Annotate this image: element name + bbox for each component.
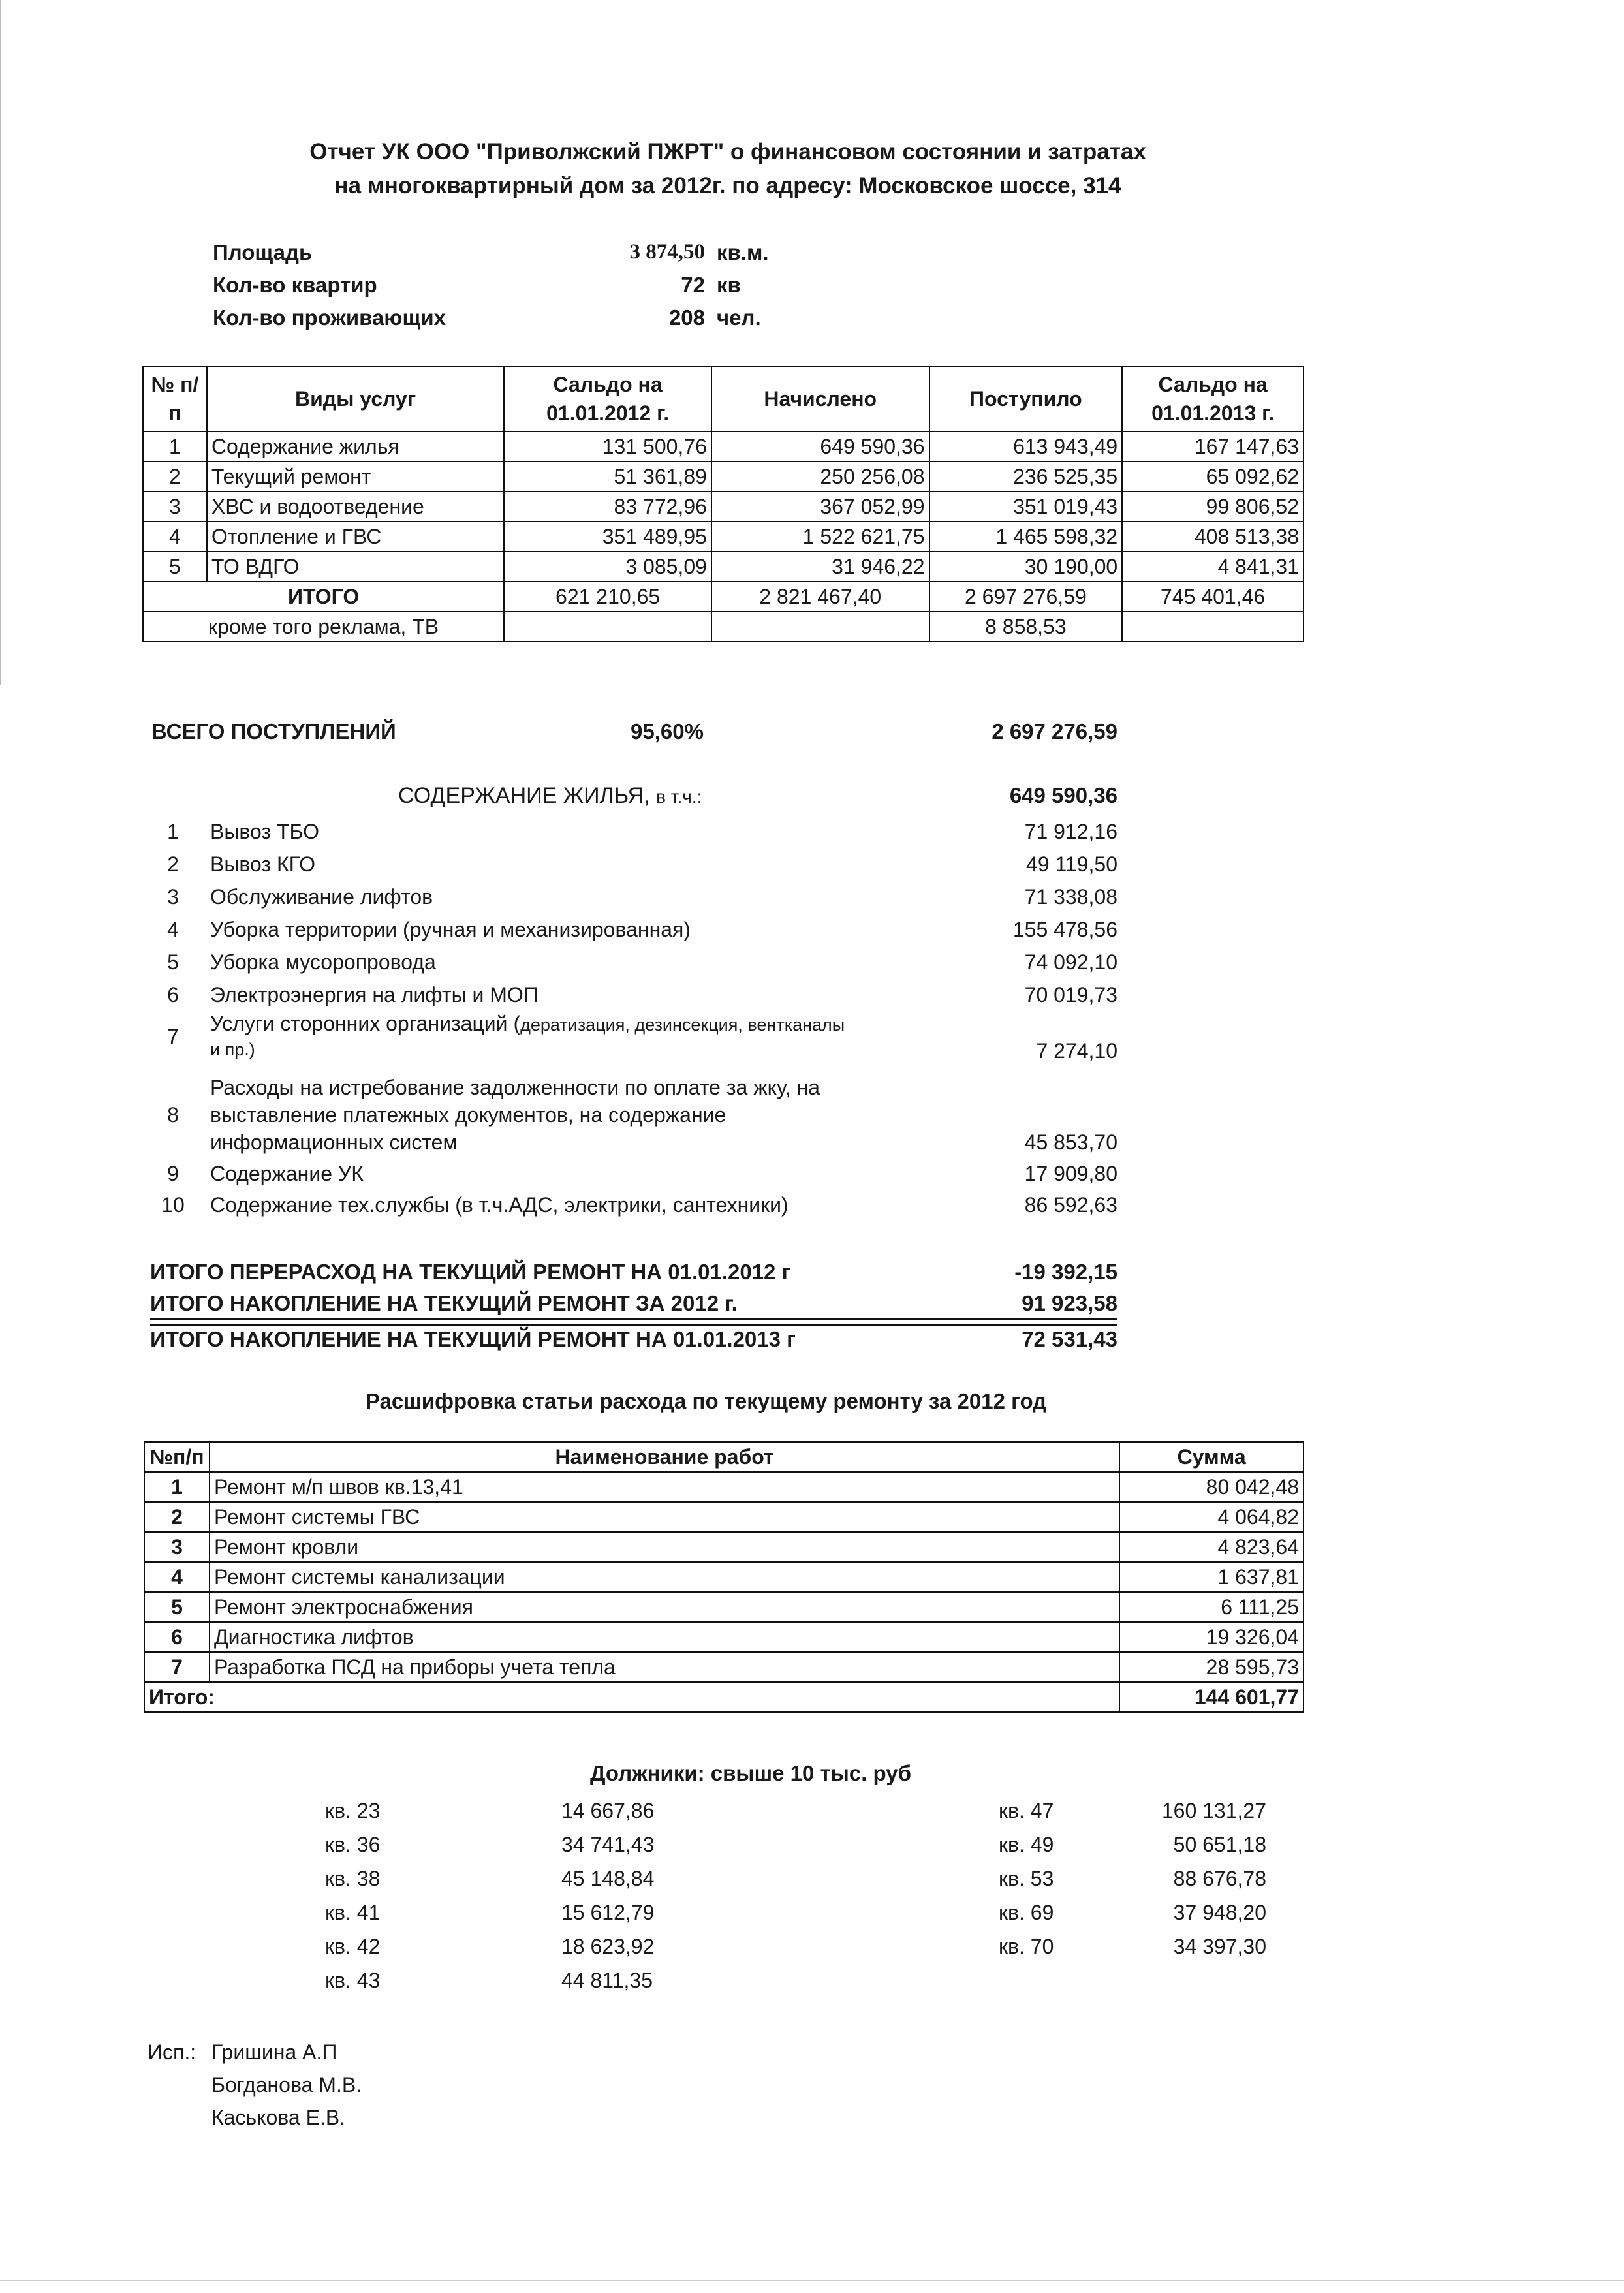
report-title-line1: Отчет УК ООО "Приволжский ПЖРТ" о финансовом состоянии и затратах: [309, 139, 1146, 164]
repair-header-name: Наименование работ: [210, 1442, 1119, 1472]
item7-text-a: Услуги сторонних организаций (: [210, 1012, 521, 1035]
repair-balance-amount: 72 531,43: [1022, 1327, 1117, 1351]
repair-row-name: Ремонт м/п швов кв.13,41: [210, 1472, 1119, 1502]
list-item-text-line1: Расходы на истребование задолженности по оплате за жку, на: [210, 1076, 820, 1099]
debtor-amount: 14 667,86: [561, 1799, 655, 1822]
executor-name: Богданова М.В.: [211, 2073, 362, 2097]
total-saldo-end: 745 401,46: [1122, 582, 1304, 612]
repair-balance-row: [150, 1324, 1117, 1354]
extra-empty-cell: [504, 612, 711, 642]
list-item-num: 9: [167, 1162, 179, 1185]
debtor-amount: 88 676,78: [1173, 1867, 1266, 1890]
repair-row-num: 1: [144, 1472, 210, 1502]
debtor-apartment: кв. 41: [325, 1901, 381, 1924]
header-saldo-end: [1122, 366, 1304, 431]
list-item-text: Обслуживание лифтов: [210, 885, 433, 909]
list-item-text: Содержание УК: [210, 1162, 364, 1185]
row-saldo-start: 3 085,09: [504, 552, 711, 582]
repair-row-sum: 28 595,73: [1119, 1652, 1304, 1682]
repair-row-num: 3: [144, 1532, 210, 1562]
repair-header-row: [144, 1442, 1304, 1472]
table-row: [144, 1502, 1304, 1532]
executors-label: Исп.:: [148, 2040, 196, 2064]
maintenance-total: 649 590,36: [1009, 783, 1117, 807]
row-saldo-end: 167 147,63: [1122, 431, 1304, 461]
header-service: Виды услуг: [207, 366, 504, 431]
list-item-num: 1: [167, 820, 179, 843]
repair-overspend-amount: -19 392,15: [1014, 1260, 1117, 1284]
repair-balance-label: ИТОГО НАКОПЛЕНИЕ НА ТЕКУЩИЙ РЕМОНТ НА 01.01.2013 г: [150, 1327, 796, 1351]
maintenance-heading: [398, 783, 702, 809]
repair-row-num: 6: [144, 1622, 210, 1652]
total-received-amount: 2 697 276,59: [992, 719, 1117, 743]
debtor-apartment: кв. 49: [999, 1833, 1054, 1856]
debtor-amount: 45 148,84: [561, 1867, 655, 1890]
scan-edge-line: [0, 0, 1, 685]
debtor-apartment: кв. 42: [325, 1935, 381, 1958]
debtor-apartment: кв. 70: [999, 1935, 1054, 1958]
repair-overspend-label: ИТОГО ПЕРЕРАСХОД НА ТЕКУЩИЙ РЕМОНТ НА 01.01.2012 г: [150, 1260, 791, 1284]
total-received-percent: 95,60%: [631, 719, 704, 743]
repair-row-name: Ремонт кровли: [210, 1532, 1119, 1562]
area-unit: кв.м.: [717, 240, 769, 264]
row-num: 3: [143, 491, 207, 522]
main-finance-table: [142, 366, 1304, 642]
row-saldo-start: 351 489,95: [504, 522, 711, 552]
extra-label: кроме того реклама, ТВ: [143, 612, 504, 642]
table-row: [143, 431, 1304, 461]
repair-total-row: [144, 1682, 1304, 1712]
apartments-label: Кол-во квартир: [213, 273, 377, 297]
row-saldo-end: 4 841,31: [1122, 552, 1304, 582]
repair-row-num: 5: [144, 1592, 210, 1622]
total-received-label: ВСЕГО ПОСТУПЛЕНИЙ: [151, 719, 396, 743]
row-charged: 250 256,08: [711, 461, 929, 491]
debtor-apartment: кв. 47: [999, 1799, 1054, 1822]
repair-row-sum: 4 823,64: [1119, 1532, 1304, 1562]
repair-row-num: 4: [144, 1562, 210, 1592]
list-item-amount: 7 274,10: [1036, 1039, 1117, 1063]
table-row: [144, 1562, 1304, 1592]
list-item-num: 2: [167, 852, 179, 876]
repair-row-name: Ремонт электроснабжения: [210, 1592, 1119, 1622]
row-num: 2: [143, 461, 207, 491]
list-item-text: Вывоз КГО: [210, 852, 316, 876]
row-saldo-start: 83 772,96: [504, 491, 711, 522]
header-saldo-start: [504, 366, 711, 431]
header-charged: Начислено: [711, 366, 929, 431]
row-service: Отопление и ГВС: [207, 522, 504, 552]
table-row: [144, 1472, 1304, 1502]
row-service: ТО ВДГО: [207, 552, 504, 582]
repair-total-sum: 144 601,77: [1119, 1682, 1304, 1712]
debtor-apartment: кв. 53: [999, 1867, 1054, 1890]
list-item-amount: 70 019,73: [1024, 983, 1117, 1006]
header-saldo-end-line1: Сальдо на: [1158, 373, 1268, 396]
list-item-num: 5: [167, 950, 179, 974]
extra-empty-cell: [1122, 612, 1304, 642]
repair-row-sum: 4 064,82: [1119, 1502, 1304, 1532]
table-row: [144, 1652, 1304, 1682]
list-item-amount: 155 478,56: [1012, 918, 1117, 941]
residents-value: 208: [668, 305, 705, 330]
debtor-amount: 160 131,27: [1161, 1799, 1266, 1822]
row-received: 1 465 598,32: [929, 522, 1123, 552]
repair-header-num: №п/п: [144, 1442, 210, 1472]
row-charged: 1 522 621,75: [711, 522, 929, 552]
list-item-text-line3: информационных систем: [210, 1131, 458, 1154]
area-value: 3 874,50: [629, 240, 705, 264]
row-received: 613 943,49: [929, 431, 1123, 461]
debtor-amount: 18 623,92: [561, 1935, 655, 1958]
total-saldo-start: 621 210,65: [504, 582, 711, 612]
header-saldo-start-line1: Сальдо на: [553, 373, 663, 396]
debtor-apartment: кв. 43: [325, 1969, 381, 1992]
row-received: 30 190,00: [929, 552, 1123, 582]
row-num: 1: [143, 431, 207, 461]
repair-row-sum: 1 637,81: [1119, 1562, 1304, 1592]
list-item-amount: 17 909,80: [1024, 1162, 1117, 1185]
residents-label: Кол-во проживающих: [213, 305, 446, 330]
item7-text-b: дератизация, дезинсекция, вентканалы: [520, 1015, 845, 1035]
debtor-amount: 34 741,43: [561, 1833, 655, 1856]
report-title-line2: на многоквартирный дом за 2012г. по адресу: Московское шоссе, 314: [334, 173, 1121, 198]
table-row: [144, 1592, 1304, 1622]
extra-empty-cell: [711, 612, 929, 642]
header-num: № п/п: [143, 366, 207, 431]
repair-row-name: Разработка ПСД на приборы учета тепла: [210, 1652, 1119, 1682]
debtor-amount: 37 948,20: [1173, 1901, 1266, 1924]
list-item-num: 6: [167, 983, 179, 1006]
debtor-apartment: кв. 36: [325, 1833, 381, 1856]
total-received: 2 697 276,59: [929, 582, 1123, 612]
executor-name: Гришина А.П: [211, 2040, 337, 2064]
row-charged: 367 052,99: [711, 491, 929, 522]
table-row: [143, 461, 1304, 491]
header-saldo-start-line2: 01.01.2012 г.: [546, 401, 670, 425]
total-charged: 2 821 467,40: [711, 582, 929, 612]
repair-row-name: Ремонт системы канализации: [210, 1562, 1119, 1592]
debtor-apartment: кв. 23: [325, 1799, 381, 1822]
row-num: 5: [143, 552, 207, 582]
extra-received: 8 858,53: [929, 612, 1123, 642]
debtor-amount: 34 397,30: [1173, 1935, 1266, 1958]
row-num: 4: [143, 522, 207, 552]
debtor-apartment: кв. 69: [999, 1901, 1054, 1924]
list-item-text: Содержание тех.службы (в т.ч.АДС, электрики, сантехники): [210, 1193, 789, 1217]
repair-accumulation-row: [150, 1291, 1117, 1320]
list-item-amount: 71 912,16: [1024, 820, 1117, 843]
repair-row-sum: 6 111,25: [1119, 1592, 1304, 1622]
table-row: [144, 1622, 1304, 1652]
scan-bottom-line: [0, 2280, 1624, 2281]
list-item-num: 10: [161, 1193, 185, 1217]
list-item-text-line2: выставление платежных документов, на содержание: [210, 1103, 726, 1127]
maintenance-heading-main: СОДЕРЖАНИЕ ЖИЛЬЯ,: [398, 783, 650, 808]
area-label: Площадь: [213, 240, 313, 264]
row-service: Текущий ремонт: [207, 461, 504, 491]
row-saldo-start: 51 361,89: [504, 461, 711, 491]
row-saldo-end: 99 806,52: [1122, 491, 1304, 522]
header-saldo-end-line2: 01.01.2013 г.: [1151, 401, 1275, 425]
residents-unit: чел.: [717, 305, 761, 330]
table-header-row: [143, 366, 1304, 431]
list-item-amount: 86 592,63: [1024, 1193, 1117, 1217]
repair-header-sum: Сумма: [1119, 1442, 1304, 1472]
repair-row-num: 7: [144, 1652, 210, 1682]
debtor-amount: 15 612,79: [561, 1901, 655, 1924]
repair-table-title: Расшифровка статьи расхода по текущему ремонту за 2012 год: [366, 1389, 1047, 1413]
list-item-num: 7: [167, 1025, 179, 1048]
table-row: [144, 1532, 1304, 1562]
executor-name: Каськова Е.В.: [211, 2106, 346, 2129]
repair-row-sum: 19 326,04: [1119, 1622, 1304, 1652]
row-saldo-start: 131 500,76: [504, 431, 711, 461]
list-item-amount: 71 338,08: [1024, 885, 1117, 909]
debtor-amount: 44 811,35: [561, 1969, 653, 1992]
debtor-amount: 50 651,18: [1173, 1833, 1266, 1856]
row-charged: 649 590,36: [711, 431, 929, 461]
row-service: ХВС и водоотведение: [207, 491, 504, 522]
repair-row-name: Диагностика лифтов: [210, 1622, 1119, 1652]
maintenance-heading-suffix: в т.ч.:: [656, 787, 702, 807]
list-item-amount: 74 092,10: [1024, 950, 1117, 974]
table-row: [143, 491, 1304, 522]
repair-row-name: Ремонт системы ГВС: [210, 1502, 1119, 1532]
row-saldo-end: 65 092,62: [1122, 461, 1304, 491]
debtors-title: Должники: свыше 10 тыс. руб: [590, 1761, 912, 1785]
total-label: ИТОГО: [143, 582, 504, 612]
list-item-num: 4: [167, 918, 179, 941]
list-item-num: 3: [167, 885, 179, 909]
table-row: [143, 522, 1304, 552]
list-item-text-line1: [210, 1010, 928, 1038]
table-extra-row: [143, 612, 1304, 642]
list-item-num: 8: [167, 1103, 179, 1127]
row-service: Содержание жилья: [207, 431, 504, 461]
apartments-value: 72: [681, 273, 705, 297]
list-item-text: Вывоз ТБО: [210, 820, 320, 843]
repair-accumulation-amount: 91 923,58: [1022, 1291, 1117, 1315]
repair-row-sum: 80 042,48: [1119, 1472, 1304, 1502]
repair-table: [144, 1441, 1304, 1713]
debtor-apartment: кв. 38: [325, 1867, 381, 1890]
row-saldo-end: 408 513,38: [1122, 522, 1304, 552]
row-charged: 31 946,22: [711, 552, 929, 582]
repair-row-num: 2: [144, 1502, 210, 1532]
list-item-text: Электроэнергия на лифты и МОП: [210, 983, 539, 1006]
header-received: Поступило: [929, 366, 1123, 431]
apartments-unit: кв: [717, 273, 741, 297]
row-received: 351 019,43: [929, 491, 1123, 522]
table-row: [143, 552, 1304, 582]
row-received: 236 525,35: [929, 461, 1123, 491]
list-item-amount: 49 119,50: [1026, 852, 1117, 876]
list-item-text: Уборка мусоропровода: [210, 950, 436, 974]
list-item-text: Уборка территории (ручная и механизированная): [210, 918, 691, 941]
list-item-text-line2: и пр.): [210, 1040, 255, 1059]
repair-accumulation-label: ИТОГО НАКОПЛЕНИЕ НА ТЕКУЩИЙ РЕМОНТ ЗА 2012 г.: [150, 1291, 738, 1315]
repair-total-label: Итого:: [144, 1682, 1119, 1712]
list-item-amount: 45 853,70: [1024, 1131, 1117, 1154]
table-total-row: [143, 582, 1304, 612]
